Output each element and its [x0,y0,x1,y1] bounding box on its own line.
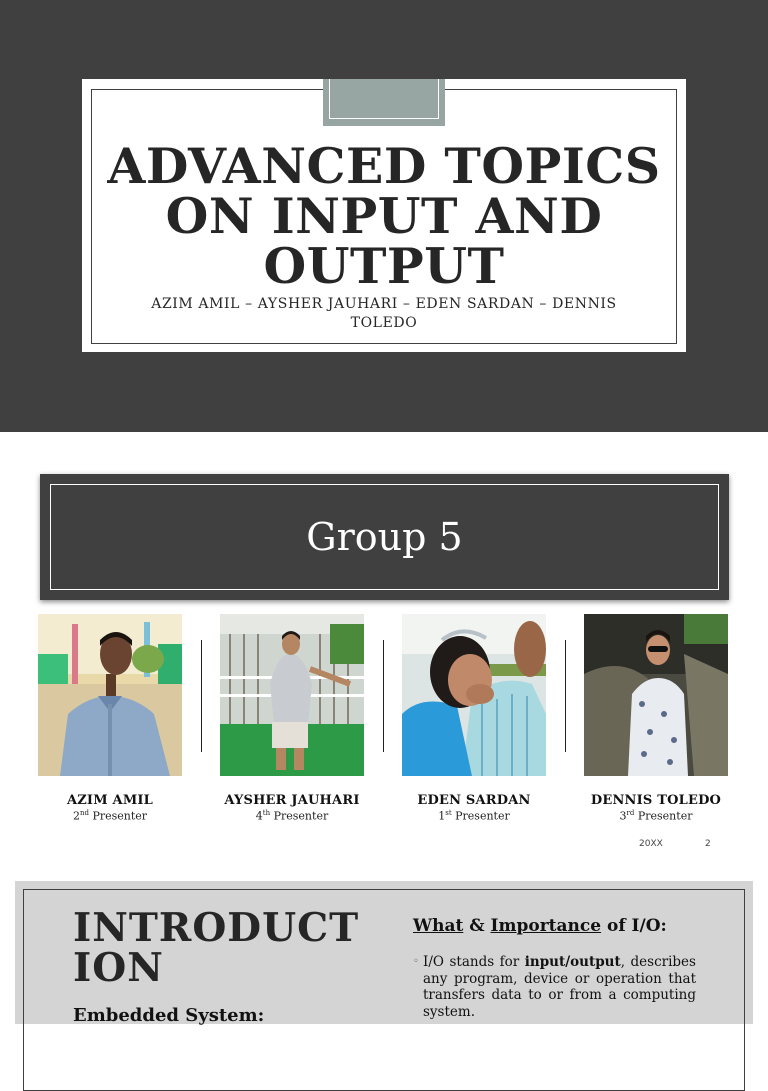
member-role: 2nd Presenter [72,809,148,823]
group-slide [0,432,768,864]
footer-year: 20XX [639,839,663,849]
introduction-border [23,889,745,1091]
member-name: AZIM AMIL [66,793,154,808]
authors-subtitle: AZIM AMIL – AYSHER JAUHARI – EDEN SARDAN – DENNIS TOLEDO [151,296,617,331]
divider-line [383,640,384,752]
group-title: Group 5 [306,515,463,559]
member-card-dennis [584,614,728,823]
member-role: 4th Presenter [255,809,329,823]
member-role: 1st Presenter [438,809,510,823]
title-slide [0,0,768,432]
member-photo-eden [402,614,546,776]
bullet-icon: ◦ [413,956,419,967]
title-card [82,79,686,352]
member-photo-dennis [584,614,728,776]
divider-line [201,640,202,752]
member-card-azim [38,614,182,823]
member-name: AYSHER JAUHARI [224,793,360,808]
embedded-system-heading: Embedded System: [73,1005,265,1026]
io-description: ◦ I/O stands for input/output, describes any program, device or operation that transfers data to or from a computing system. [413,954,696,1020]
member-photo-aysher [220,614,364,776]
member-name: EDEN SARDAN [417,793,531,808]
member-card-eden [402,614,546,823]
presentation-title: ADVANCED TOPICS ON INPUT AND OUTPUT [107,137,661,295]
decorative-tab [323,79,445,126]
divider-line [565,640,566,752]
group-banner [40,474,729,600]
introduction-slide [15,881,753,1024]
slide-number: 2 [705,839,711,849]
member-card-aysher [220,614,364,823]
member-photo-azim [38,614,182,776]
introduction-heading: INTRODUCTION [73,905,360,991]
io-heading: What & Importance of I/O: [413,916,667,936]
member-role: 3rd Presenter [619,809,693,823]
member-name: DENNIS TOLEDO [590,793,722,808]
